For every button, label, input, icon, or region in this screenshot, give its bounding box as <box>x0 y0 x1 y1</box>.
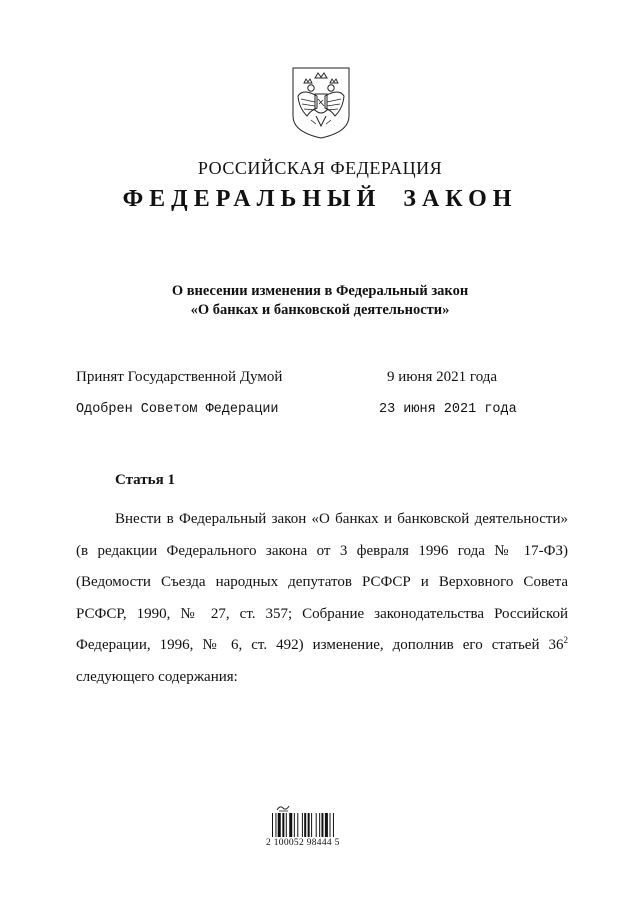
coat-of-arms-emblem <box>289 66 353 140</box>
article-line-text: Федерации, 1996, № 6, ст. 492) изменение, дополнив его статьей 36 <box>76 637 564 653</box>
barcode-bar <box>302 813 303 837</box>
barcode-bar <box>294 813 295 837</box>
country-name: РОССИЙСКАЯ ФЕДЕРАЦИЯ <box>197 158 443 178</box>
barcode-bar <box>286 813 287 837</box>
article-body <box>76 504 568 693</box>
barcode-bar <box>321 813 323 837</box>
barcode-bar <box>278 813 281 837</box>
law-title-line-1: О внесении изменения в Федеральный закон <box>171 283 469 299</box>
barcode-bar <box>272 813 273 837</box>
article-line: (Ведомости Съезда народных депутатов РСФСР и Верховного Совета <box>76 574 568 590</box>
document-type-heading: ФЕДЕРАЛЬНЫЙ ЗАКОН <box>122 186 518 212</box>
barcode-bar <box>308 813 310 837</box>
barcode-bar <box>275 813 276 837</box>
barcode-bar <box>297 813 298 837</box>
article-line <box>76 630 568 662</box>
duma-adoption-label: Принят Государственной Думой <box>76 369 283 385</box>
barcode-bar <box>289 813 292 837</box>
barcode-bar <box>282 813 284 837</box>
article-line: (в редакции Федерального закона от 3 февраля 1996 года № 17-ФЗ) <box>76 542 568 559</box>
barcode-number: 2 100052 98444 5 <box>266 838 340 848</box>
law-title <box>0 282 640 320</box>
barcode-bar <box>316 813 317 837</box>
article-line: Внести в Федеральный закон «О банках и банковской деятельности» <box>115 511 568 527</box>
barcode-logo-icon <box>276 804 290 812</box>
article-heading: Статья 1 <box>115 472 175 488</box>
barcode-bar <box>311 813 312 837</box>
council-approval-date: 23 июня 2021 года <box>379 402 517 417</box>
article-line: РСФСР, 1990, № 27, ст. 357; Собрание законодательства Российской <box>76 605 568 622</box>
law-title-line-2: «О банках и банковской деятельности» <box>190 302 450 318</box>
article-number-superscript: 2 <box>563 635 568 645</box>
barcode-bar <box>304 813 306 837</box>
council-approval-label: Одобрен Советом Федерации <box>76 402 279 417</box>
barcode-bar <box>333 813 334 837</box>
barcode <box>266 804 356 850</box>
barcode-bar <box>325 813 328 837</box>
barcode-bar <box>330 813 331 837</box>
barcode-bar <box>319 813 320 837</box>
duma-adoption-date: 9 июня 2021 года <box>387 369 498 385</box>
barcode-bars <box>272 813 354 837</box>
article-line: следующего содержания: <box>76 668 238 685</box>
